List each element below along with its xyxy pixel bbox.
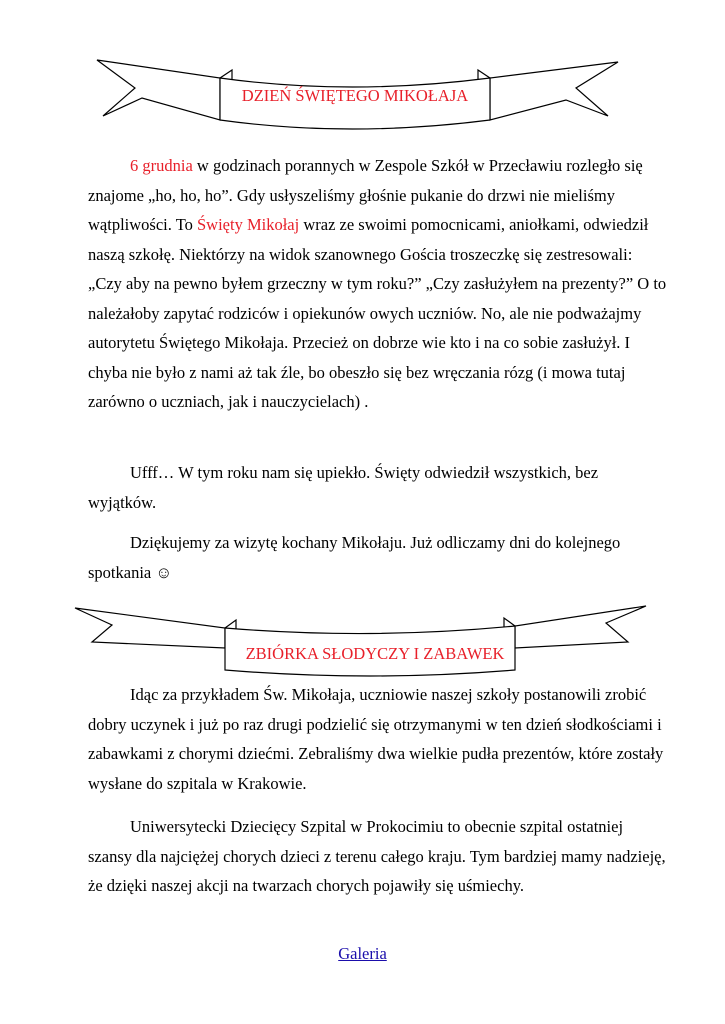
gallery-link-container [0,944,725,964]
date-highlight: 6 grudnia [130,156,193,175]
section-title: ZBIÓRKA SŁODYCZY I ZABAWEK [245,644,505,663]
paragraph [88,680,668,798]
text: Idąc za przykładem Św. Mikołaja, uczniowie naszej szkoły postanowili zrobić dobry uczynek i już po raz drugi podzielić się otrzymanymi w ten dzień słodkościami i zabawkami z chorymi dziećmi. Zebraliśmy dwa wielkie pudła prezentów, które zostały wysłane do szpitala w Krakowie. [88,685,664,793]
paragraph [88,151,668,417]
gallery-link[interactable]: Galeria [338,944,387,963]
text: w godzinach porannych w Zespole Szkół w Przecławiu rozległo się znajome „ho, ho, ho”. Gdy usłyszeliśmy głośnie pukanie do drzwi nie mieliśmy wątpliwości. To [88,156,643,234]
name-highlight: Święty Mikołaj [197,215,300,234]
banner-dzien-mikolaja [0,50,725,150]
section-title: DZIEŃ ŚWIĘTEGO MIKOŁAJA [241,86,469,105]
paragraph [88,812,668,901]
text: wraz ze swoimi pomocnicami, aniołkami, odwiedził naszą szkołę. Niektórzy na widok szanownego Gościa troszeczkę się zestresowali: „Czy aby na pewno byłem grzeczny w tym roku?” „Czy zasłużyłem na prezenty?” O to należałoby zapytać rodziców i opiekunów owych uczniów. No, ale nie podważajmy autorytetu Świętego Mikołaja. Przecież on dobrze wie kto i na co sobie zasłużył. I chyba nie było z nami aż tak źle, bo obeszło się bez wręczania rózg (i mowa tutaj zarówno o uczniach, jak i nauczycielach) . [88,215,667,411]
banner-zbiorka [0,598,725,688]
text: Ufff… W tym roku nam się upiekło. Święty odwiedził wszystkich, bez wyjątków. [88,463,599,512]
paragraph [88,528,668,587]
paragraph [88,458,668,517]
text: Uniwersytecki Dziecięcy Szpital w Prokocimiu to obecnie szpital ostatniej szansy dla najciężej chorych dzieci z terenu całego kraju. Tym bardziej mamy nadzieję, że dzięki naszej akcji na twarzach chorych pojawiły się uśmiechy. [88,817,666,895]
ribbon-banner-icon [0,598,725,688]
text: Dziękujemy za wizytę kochany Mikołaju. Już odliczamy dni do kolejnego spotkania ☺ [88,533,621,582]
